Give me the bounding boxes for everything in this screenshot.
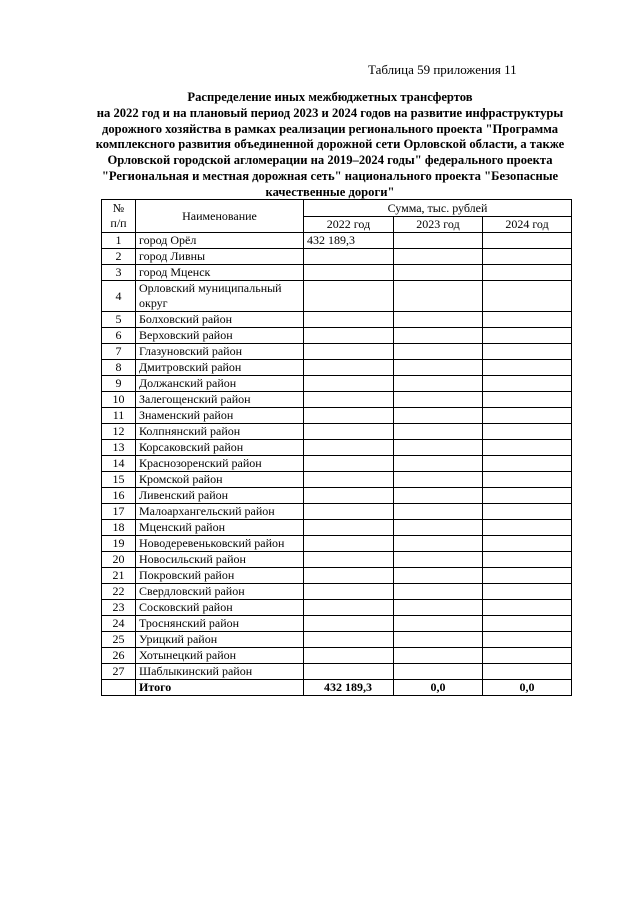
row-value-2022 [304, 328, 394, 344]
table-row [102, 233, 572, 249]
title-line: "Региональная и местная дорожная сеть" национального проекта "Безопасные [101, 168, 559, 183]
row-value-2022: 432 189,3 [304, 233, 394, 249]
row-value-2022 [304, 249, 394, 265]
row-name: Троснянский район [136, 616, 304, 632]
table-row [102, 424, 572, 440]
row-value-2024 [483, 265, 572, 281]
row-number: 8 [102, 360, 136, 376]
row-value-2022 [304, 664, 394, 680]
row-name: Покровский район [136, 568, 304, 584]
row-value-2024 [483, 600, 572, 616]
row-value-2023 [394, 265, 483, 281]
row-number: 23 [102, 600, 136, 616]
row-value-2024 [483, 249, 572, 265]
row-value-2023 [394, 249, 483, 265]
row-value-2022 [304, 584, 394, 600]
row-number: 5 [102, 312, 136, 328]
col-header-year-2024: 2024 год [483, 217, 572, 233]
table-row [102, 265, 572, 281]
table-row [102, 281, 572, 312]
row-value-2022 [304, 568, 394, 584]
row-name: Орловский муниципальный округ [136, 281, 304, 312]
row-value-2022 [304, 600, 394, 616]
row-number: 6 [102, 328, 136, 344]
row-name: город Мценск [136, 265, 304, 281]
table-row [102, 488, 572, 504]
row-value-2022 [304, 520, 394, 536]
col-header-sum: Сумма, тыс. рублей [304, 200, 572, 217]
row-value-2022 [304, 408, 394, 424]
row-value-2023 [394, 552, 483, 568]
row-value-2024 [483, 328, 572, 344]
row-name: Малоархангельский район [136, 504, 304, 520]
row-number: 17 [102, 504, 136, 520]
row-number: 14 [102, 456, 136, 472]
row-value-2022 [304, 536, 394, 552]
row-number: 16 [102, 488, 136, 504]
title-line: дорожного хозяйства в рамках реализации регионального проекта "Программа [101, 121, 558, 136]
row-value-2024 [483, 488, 572, 504]
row-value-2022 [304, 504, 394, 520]
row-value-2022 [304, 360, 394, 376]
row-value-2024 [483, 616, 572, 632]
row-value-2024 [483, 504, 572, 520]
row-name: Урицкий район [136, 632, 304, 648]
title-line: Распределение иных межбюджетных трансфертов [187, 90, 473, 104]
row-name: Сосковский район [136, 600, 304, 616]
row-value-2022 [304, 648, 394, 664]
row-value-2023 [394, 233, 483, 249]
row-value-2024 [483, 440, 572, 456]
row-number: 25 [102, 632, 136, 648]
row-number: 12 [102, 424, 136, 440]
row-value-2023 [394, 472, 483, 488]
title-line: комплексного развития объединенной дорожной сети Орловской области, а также [95, 137, 565, 152]
table-row [102, 328, 572, 344]
table-row [102, 616, 572, 632]
table-row [102, 440, 572, 456]
table-row [102, 456, 572, 472]
row-value-2022 [304, 472, 394, 488]
row-number: 4 [102, 281, 136, 312]
table-row [102, 632, 572, 648]
total-2024: 0,0 [483, 680, 572, 696]
row-number: 22 [102, 584, 136, 600]
title-line: Орловской городской агломерации на 2019–2024 годы" федерального проекта [107, 153, 553, 168]
total-2022: 432 189,3 [304, 680, 394, 696]
row-value-2024 [483, 632, 572, 648]
table-row [102, 408, 572, 424]
row-name: Кромской район [136, 472, 304, 488]
row-name: Новосильский район [136, 552, 304, 568]
row-value-2023 [394, 616, 483, 632]
row-value-2024 [483, 408, 572, 424]
row-number: 27 [102, 664, 136, 680]
row-value-2022 [304, 281, 394, 312]
title-line: на 2022 год и на плановый период 2023 и 2024 годов на развитие инфраструктуры [96, 105, 564, 120]
total-row [102, 680, 572, 696]
table-row [102, 584, 572, 600]
row-number: 11 [102, 408, 136, 424]
transfers-table [101, 199, 572, 696]
row-name: Корсаковский район [136, 440, 304, 456]
row-value-2023 [394, 584, 483, 600]
row-number: 19 [102, 536, 136, 552]
title-line: качественные дороги" [265, 184, 395, 199]
row-number: 1 [102, 233, 136, 249]
table-row [102, 392, 572, 408]
row-name: Верховский район [136, 328, 304, 344]
row-value-2024 [483, 392, 572, 408]
row-value-2023 [394, 664, 483, 680]
row-value-2024 [483, 472, 572, 488]
row-value-2022 [304, 440, 394, 456]
total-2023: 0,0 [394, 680, 483, 696]
table-caption: Таблица 59 приложения 11 [368, 62, 517, 77]
row-number: 9 [102, 376, 136, 392]
row-value-2024 [483, 552, 572, 568]
row-value-2023 [394, 376, 483, 392]
row-value-2024 [483, 233, 572, 249]
row-name: Новодеревеньковский район [136, 536, 304, 552]
table-row [102, 360, 572, 376]
table-row [102, 312, 572, 328]
table-row [102, 664, 572, 680]
row-name: Залегощенский район [136, 392, 304, 408]
row-value-2023 [394, 281, 483, 312]
row-name: Шаблыкинский район [136, 664, 304, 680]
row-value-2024 [483, 664, 572, 680]
row-name: Глазуновский район [136, 344, 304, 360]
row-value-2022 [304, 265, 394, 281]
table-row [102, 376, 572, 392]
row-value-2024 [483, 424, 572, 440]
row-value-2024 [483, 281, 572, 312]
row-value-2022 [304, 552, 394, 568]
row-number: 24 [102, 616, 136, 632]
row-number: 10 [102, 392, 136, 408]
table-header-row [102, 200, 572, 217]
table-row [102, 472, 572, 488]
row-value-2023 [394, 424, 483, 440]
table-row [102, 504, 572, 520]
row-value-2024 [483, 536, 572, 552]
row-value-2022 [304, 424, 394, 440]
table-row [102, 568, 572, 584]
row-value-2024 [483, 360, 572, 376]
row-value-2024 [483, 568, 572, 584]
row-value-2023 [394, 536, 483, 552]
row-value-2024 [483, 312, 572, 328]
row-value-2024 [483, 648, 572, 664]
row-value-2023 [394, 632, 483, 648]
row-name: Дмитровский район [136, 360, 304, 376]
row-number: 15 [102, 472, 136, 488]
col-header-number-line1: № [112, 201, 125, 215]
row-name: город Ливны [136, 249, 304, 265]
row-value-2024 [483, 376, 572, 392]
row-value-2022 [304, 456, 394, 472]
row-value-2022 [304, 312, 394, 328]
row-name: Болховский район [136, 312, 304, 328]
row-value-2023 [394, 520, 483, 536]
row-value-2022 [304, 344, 394, 360]
row-value-2024 [483, 584, 572, 600]
row-value-2022 [304, 376, 394, 392]
row-value-2023 [394, 392, 483, 408]
document-title [80, 90, 580, 201]
row-value-2024 [483, 344, 572, 360]
row-value-2023 [394, 488, 483, 504]
row-number: 21 [102, 568, 136, 584]
row-value-2023 [394, 648, 483, 664]
row-value-2022 [304, 632, 394, 648]
row-name: Краснозоренский район [136, 456, 304, 472]
row-value-2023 [394, 440, 483, 456]
row-value-2023 [394, 600, 483, 616]
table-row [102, 520, 572, 536]
row-name: Мценский район [136, 520, 304, 536]
col-header-number [102, 200, 136, 233]
table-row [102, 344, 572, 360]
row-value-2022 [304, 488, 394, 504]
row-value-2023 [394, 312, 483, 328]
total-number-cell [102, 680, 136, 696]
row-name: Колпнянский район [136, 424, 304, 440]
row-name: Ливенский район [136, 488, 304, 504]
row-value-2024 [483, 520, 572, 536]
row-value-2022 [304, 616, 394, 632]
table-row [102, 600, 572, 616]
row-value-2023 [394, 456, 483, 472]
row-value-2023 [394, 568, 483, 584]
row-name: город Орёл [136, 233, 304, 249]
row-number: 13 [102, 440, 136, 456]
row-number: 7 [102, 344, 136, 360]
row-value-2023 [394, 408, 483, 424]
col-header-name: Наименование [136, 200, 304, 233]
row-value-2023 [394, 328, 483, 344]
row-number: 20 [102, 552, 136, 568]
col-header-number-line2: п/п [110, 216, 127, 230]
row-name: Свердловский район [136, 584, 304, 600]
row-value-2023 [394, 344, 483, 360]
table-row [102, 536, 572, 552]
row-value-2024 [483, 456, 572, 472]
row-value-2023 [394, 504, 483, 520]
row-number: 18 [102, 520, 136, 536]
col-header-year-2023: 2023 год [394, 217, 483, 233]
table-row [102, 648, 572, 664]
row-number: 3 [102, 265, 136, 281]
row-number: 26 [102, 648, 136, 664]
row-name: Знаменский район [136, 408, 304, 424]
col-header-year-2022: 2022 год [304, 217, 394, 233]
row-value-2022 [304, 392, 394, 408]
total-label: Итого [136, 680, 304, 696]
table-row [102, 552, 572, 568]
row-value-2023 [394, 360, 483, 376]
row-name: Хотынецкий район [136, 648, 304, 664]
row-name: Должанский район [136, 376, 304, 392]
row-number: 2 [102, 249, 136, 265]
table-row [102, 249, 572, 265]
